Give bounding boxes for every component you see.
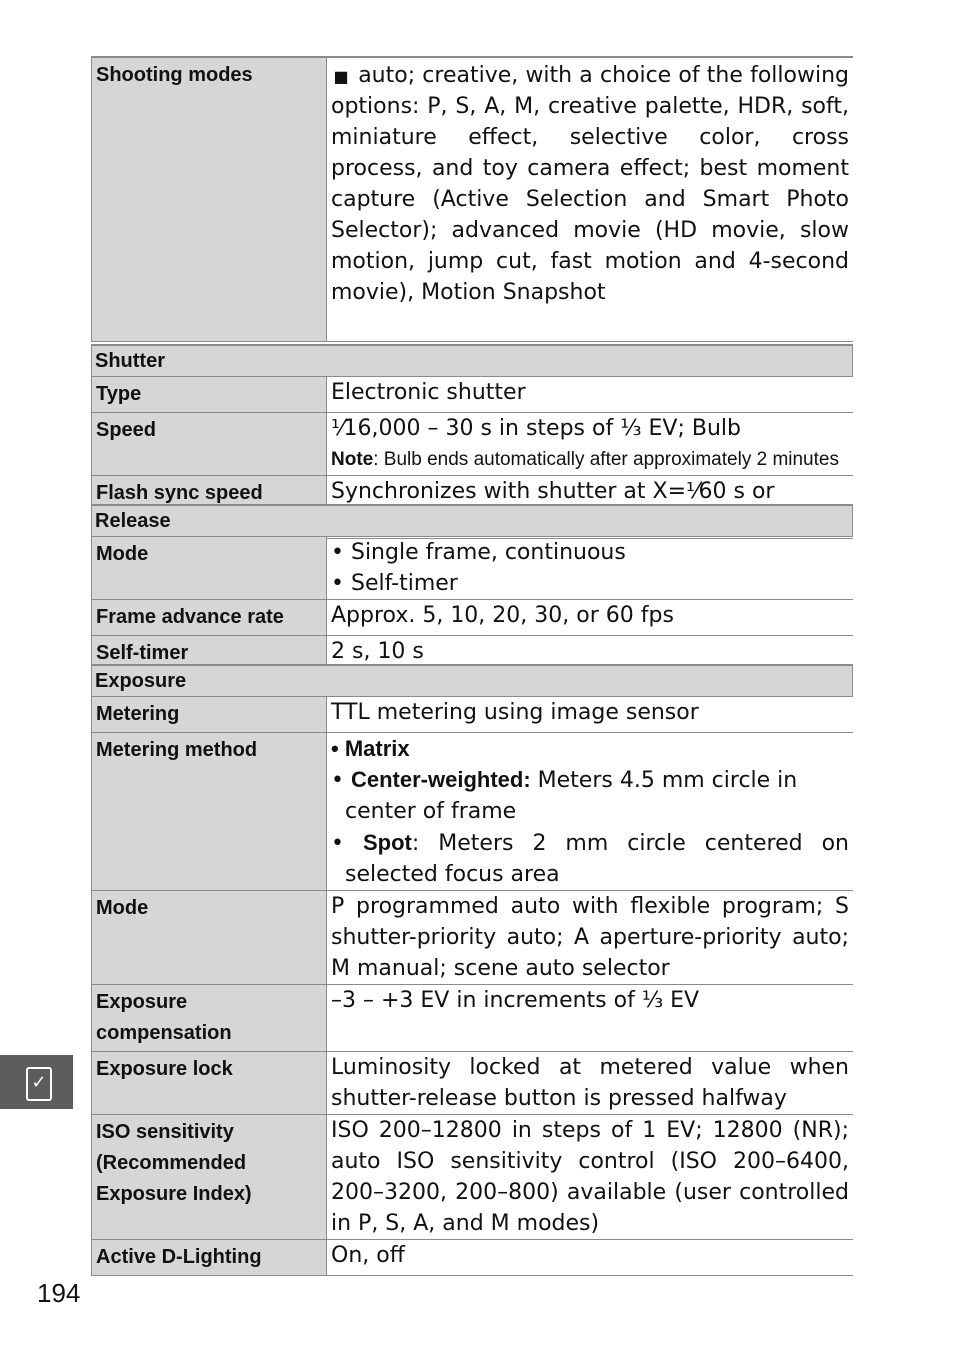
row-shooting-modes (91, 56, 853, 342)
label-release-mode: Mode (91, 537, 327, 599)
speed-note (331, 444, 849, 475)
value-metering: TTL metering using image sensor (331, 700, 699, 725)
value-type: Electronic shutter (331, 380, 526, 405)
label-iso: ISO sensitivity (Recommended Exposure Index) (91, 1115, 327, 1239)
speed-text: ¹⁄16,000 – 30 s in steps of ⅓ EV; Bulb (331, 416, 741, 441)
value-frame-rate: Approx. 5, 10, 20, 30, or 60 fps (331, 603, 674, 628)
value-speed (327, 413, 853, 475)
list-item: • Single frame, continuous (331, 537, 849, 568)
row-speed (91, 413, 853, 476)
release-section (91, 504, 853, 672)
row-lock (91, 1052, 853, 1115)
value-release-mode (327, 537, 853, 599)
list-item: • Self-timer (331, 568, 849, 599)
label-self-timer: Self-timer (91, 636, 327, 671)
list-item: • Spot: Meters 2 mm circle centered on selected focus area (331, 827, 849, 890)
label-speed: Speed (91, 413, 327, 475)
value-flash-sync: Synchronizes with shutter at X=¹⁄60 s or (331, 479, 775, 504)
row-type (91, 377, 853, 413)
row-metering-method (91, 733, 853, 891)
value-self-timer: 2 s, 10 s (331, 639, 424, 664)
label-frame-rate: Frame advance rate (91, 600, 327, 635)
section-exposure: Exposure (91, 664, 853, 697)
spec-table (91, 56, 853, 342)
section-shutter: Shutter (91, 344, 853, 377)
row-adl (91, 1240, 853, 1276)
value-compensation: –3 – +3 EV in increments of ⅓ EV (331, 988, 700, 1013)
notes-icon: ✓ (26, 1067, 52, 1101)
value-adl: On, off (331, 1243, 405, 1268)
exposure-section (91, 664, 853, 1276)
section-tab (0, 1055, 73, 1109)
camera-icon: ■ (333, 67, 349, 86)
row-frame-rate (91, 600, 853, 636)
row-release-mode (91, 537, 853, 600)
label-metering-method: Metering method (91, 733, 327, 890)
value-shooting-modes: ■ auto; creative, with a choice of the following options: P, S, A, M, creative palette, HDR, soft, miniature effect, selective color, cross process, and toy camera effect; best moment capture (Active Selection and Smart Photo Selector); advanced movie (HD movie, slow motion, jump cut, fast motion and 4-second movie), Motion Snapshot (331, 63, 849, 305)
row-compensation (91, 985, 853, 1052)
label-flash-sync: Flash sync speed (91, 476, 327, 538)
label-compensation: Exposure compensation (91, 985, 327, 1051)
list-item: • Center-weighted: Meters 4.5 mm circle in center of frame (331, 764, 849, 827)
value-metering-method (327, 733, 853, 890)
row-exposure-mode (91, 891, 853, 985)
page-number: 194 (37, 1278, 81, 1308)
label-metering: Metering (91, 697, 327, 732)
row-iso (91, 1115, 853, 1240)
value-iso: ISO 200–12800 in steps of 1 EV; 12800 (NR); auto ISO sensitivity control (ISO 200–6400, 200–3200, 200–800) available (user controlled in P, S, A, and M modes) (331, 1118, 849, 1236)
list-item: • Matrix (331, 733, 849, 764)
note-text: : Bulb ends automatically after approximately 2 minutes (373, 449, 839, 470)
section-release: Release (91, 504, 853, 537)
label-adl: Active D-Lighting (91, 1240, 327, 1275)
note-label: Note (331, 449, 374, 470)
label-lock: Exposure lock (91, 1052, 327, 1114)
label-type: Type (91, 377, 327, 412)
row-metering (91, 697, 853, 733)
label-shooting-modes: Shooting modes (91, 58, 327, 341)
value-lock: Luminosity locked at metered value when shutter-release button is pressed halfway (331, 1055, 849, 1111)
label-exposure-mode: Mode (91, 891, 327, 984)
value-exposure-mode: P programmed auto with flexible program; S shutter-priority auto; A aperture-priority auto; M manual; scene auto selector (331, 894, 849, 981)
